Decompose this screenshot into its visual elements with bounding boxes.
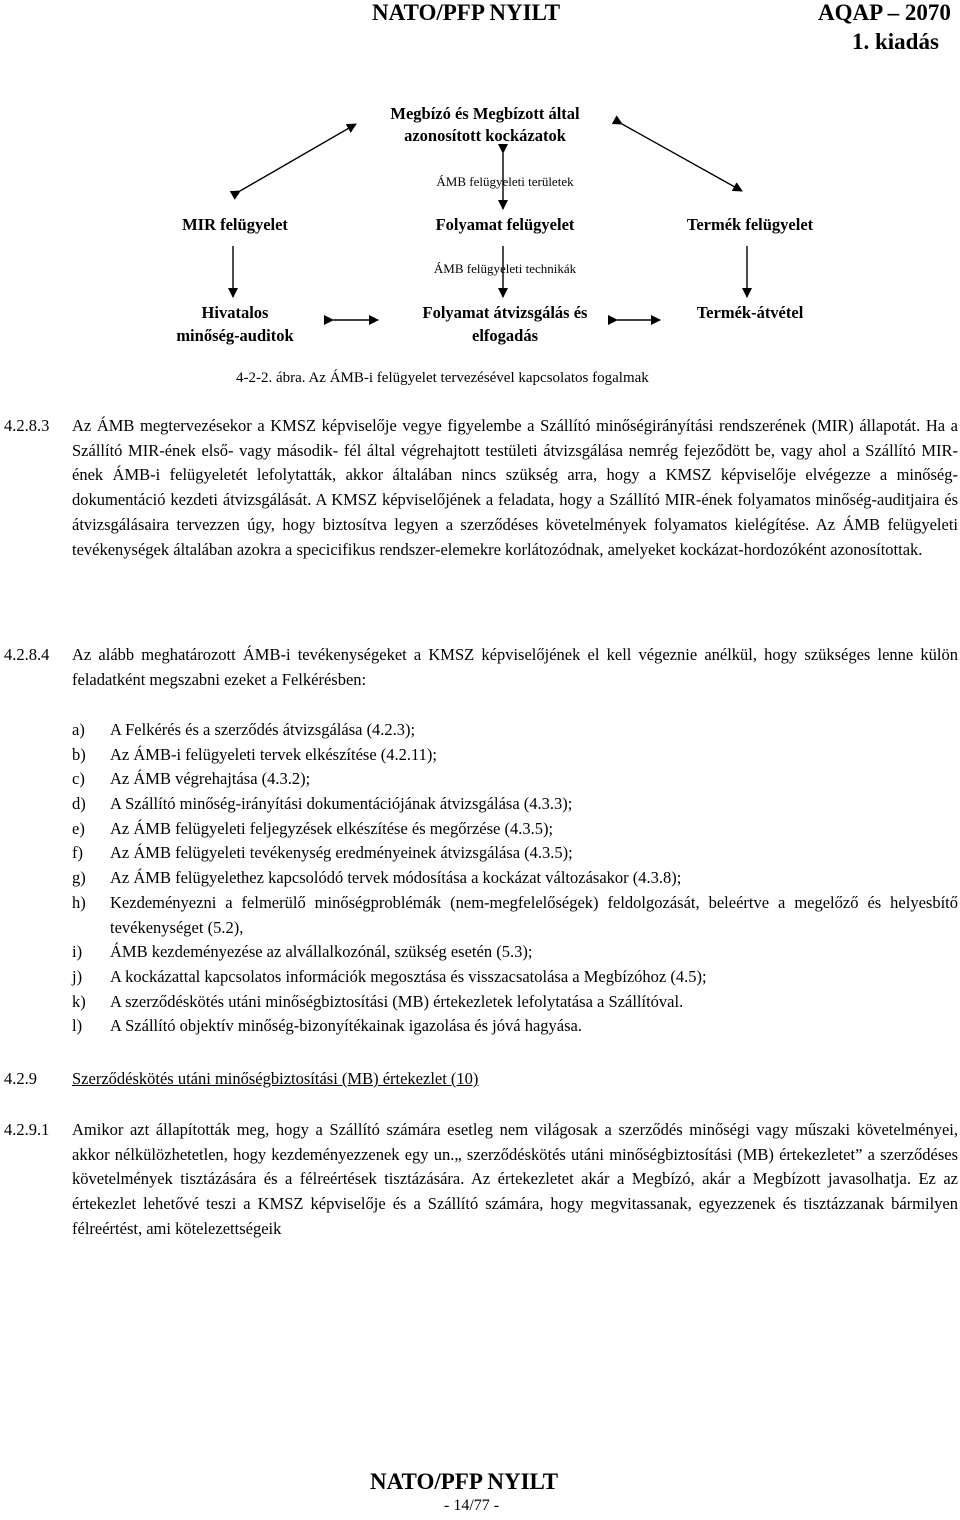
header-classification: NATO/PFP NYILT bbox=[372, 0, 561, 25]
paragraph-4291: Amikor azt állapították meg, hogy a Szállító számára esetleg nem világosak a szerződés minőségi vagy műszaki követelményei, akkor nélkülözhetetlen, hogy kezdeményezzenek egy un.„ szerződéskötés utáni minőségbiztosítási (MB) értekezletet” a szerződéses követelmények tisztázására és a félreértések tisztázására. Az értekezletet akár a Megbízó, akár a Megbízott javasolhatja. Ez az értekezlet lehetővé teszi a KMSZ képviselője és a Szállító számára, hogy megvitassanak, egyezzenek és tisztázzanak bármilyen félreértést, ami kötelezettségeik bbox=[72, 1120, 958, 1238]
arrow-top-right bbox=[622, 124, 742, 191]
diagram-bottom-mid-line1: Folyamat átvizsgálás és bbox=[422, 303, 588, 322]
paragraph-4283: Az ÁMB megtervezésekor a KMSZ képviselője vegye figyelembe a Szállító minőségirányítási rendszerének (MIR) állapotát. Ha a Szállító MIR-ének első- vagy második- fél által végrehajtott testületi átvizsgálása nemrég fejeződött be, vagy ahol a Szállító MIR-ének ÁMB-i felügyeletét lefolytatták, akkor általában nincs szükség arra, hogy a KMSZ képviselője elvégezze a minőség-dokumentáció kezdeti átvizsgálását. A KMSZ képviselőjének a feladata, hogy a Szállító MIR-ének folyamatos minőség-auditjaira és átvizsgálásaira tervezzen úgy, hogy biztosítva legyen a szerződéses követelmények folyamatos kielégítése. Az ÁMB felügyeleti tevékenységek általában azokra a specicifikus rendszer-elemekre korlátozódnak, amelyeket kockázat-hordozóként azonosítottak. bbox=[72, 416, 958, 559]
diagram-bottom-left-line2: minőség-auditok bbox=[176, 326, 294, 345]
diagram-top-line2: azonosított kockázatok bbox=[404, 126, 566, 145]
paragraph-4284: Az alább meghatározott ÁMB-i tevékenységeket a KMSZ képviselőjének el kell végeznie anélkül, hogy szükséges lenne külön feladatként megszabni ezeket a Felkérésben: bbox=[72, 645, 958, 689]
arrow-top-left bbox=[240, 124, 356, 191]
diagram-col-left: MIR felügyelet bbox=[182, 215, 288, 234]
diagram-areas-label: ÁMB felügyeleti területek bbox=[436, 174, 574, 189]
section-number-4291: 4.2.9.1 bbox=[4, 1120, 50, 1139]
section-number-4284: 4.2.8.4 bbox=[4, 645, 50, 664]
header-doc-id: AQAP – 2070 bbox=[818, 0, 951, 25]
footer-classification: NATO/PFP NYILT bbox=[370, 1469, 559, 1494]
diagram-techniques-label: ÁMB felügyeleti technikák bbox=[433, 261, 577, 276]
section-number-4283: 4.2.8.3 bbox=[4, 416, 50, 435]
diagram-bottom-left-line1: Hivatalos bbox=[201, 303, 269, 322]
section-number-429: 4.2.9 bbox=[4, 1069, 37, 1088]
header-edition: 1. kiadás bbox=[852, 29, 939, 54]
footer-page-number: - 14/77 - bbox=[444, 1497, 500, 1514]
diagram-bottom-right: Termék-átvétel bbox=[696, 303, 804, 322]
diagram-col-mid: Folyamat felügyelet bbox=[435, 215, 575, 234]
figure-caption: 4-2-2. ábra. Az ÁMB-i felügyelet tervezésével kapcsolatos fogalmak bbox=[236, 370, 649, 386]
section-title-429: Szerződéskötés utáni minőségbiztosítási (MB) értekezlet (10) bbox=[72, 1069, 479, 1088]
diagram-bottom-mid-line2: elfogadás bbox=[472, 326, 538, 345]
diagram-top-line1: Megbízó és Megbízott által bbox=[390, 104, 580, 123]
diagram-col-right: Termék felügyelet bbox=[686, 215, 814, 234]
